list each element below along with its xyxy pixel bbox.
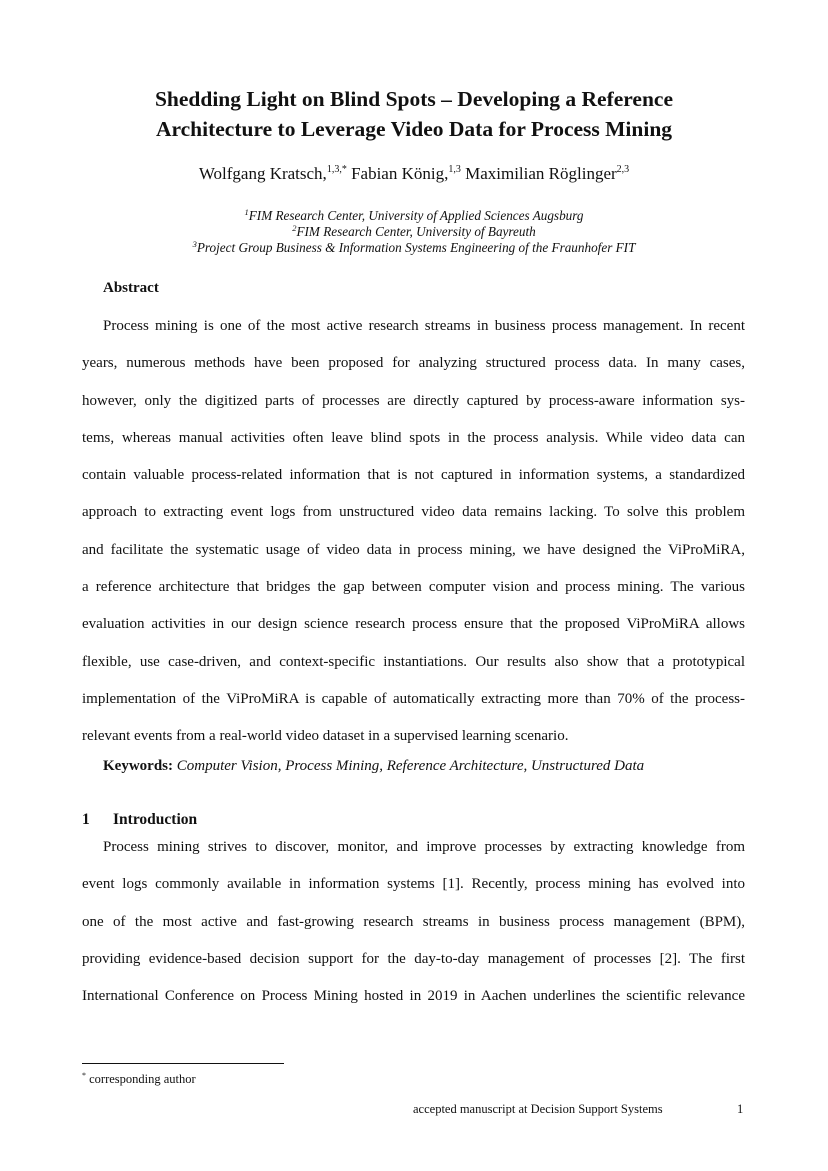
- introduction-line: International Conference on Process Mining hosted in 2019 in Aachen underlines the scientific relevance: [82, 988, 745, 1005]
- introduction-body: [82, 829, 745, 1015]
- affiliation: [0, 240, 828, 256]
- section-title: Introduction: [113, 811, 198, 828]
- introduction-line: event logs commonly available in information systems [1]. Recently, process mining has evolved into: [82, 876, 745, 893]
- author-name: Wolfgang Kratsch,: [198, 164, 327, 183]
- footnote-marker: *: [82, 1071, 86, 1080]
- author-name: Fabian König,: [351, 164, 449, 183]
- affiliation: [0, 224, 828, 240]
- author-list: [0, 163, 828, 185]
- affiliation-text: FIM Research Center, University of Applied Sciences Augsburg: [248, 208, 584, 223]
- affiliation-number: 1: [244, 207, 249, 217]
- page-footer: accepted manuscript at Decision Support Systems: [413, 1102, 663, 1116]
- abstract-line: implementation of the ViProMiRA is capable of automatically extracting more than 70% of the process-: [82, 690, 745, 707]
- keywords: [103, 756, 644, 776]
- introduction-line: Process mining strives to discover, monitor, and improve processes by extracting knowledge from: [103, 839, 745, 855]
- author-affiliation-marker: 1,3: [448, 164, 461, 175]
- affiliation-text: FIM Research Center, University of Bayreuth: [296, 224, 536, 239]
- abstract-line: tems, whereas manual activities often leave blind spots in the process analysis. While video data can: [82, 429, 745, 446]
- paper-title: [0, 84, 828, 144]
- abstract-line: flexible, use case-driven, and context-specific instantiations. Our results also show that a prototypical: [82, 653, 745, 670]
- affiliation-number: 3: [192, 239, 197, 249]
- section-number: 1: [82, 811, 90, 828]
- introduction-line: providing evidence-based decision support for the day-to-day management of processes [2]. The first: [82, 950, 745, 967]
- abstract-line: relevant events from a real-world video dataset in a supervised learning scenario.: [82, 728, 569, 745]
- abstract-heading: Abstract: [103, 280, 159, 296]
- abstract-line: a reference architecture that bridges the gap between computer vision and process mining. The various: [82, 579, 745, 596]
- abstract-line: approach to extracting event logs from unstructured video data remains lacking. To solve this problem: [82, 504, 745, 521]
- footnote-divider: [82, 1063, 284, 1064]
- introduction-line: one of the most active and fast-growing research streams in business process management (BPM),: [82, 913, 745, 930]
- abstract-body: [82, 308, 745, 756]
- footnote-text: corresponding author: [89, 1072, 196, 1086]
- author-name: Maximilian Röglinger: [465, 164, 617, 183]
- keywords-list: Computer Vision, Process Mining, Reference Architecture, Unstructured Data: [176, 758, 645, 774]
- abstract-line: Process mining is one of the most active research streams in business process management. In recent: [103, 318, 745, 334]
- keywords-label: Keywords:: [103, 758, 173, 774]
- page-number: 1: [737, 1102, 744, 1116]
- title-line-1: Shedding Light on Blind Spots – Developing a Reference: [154, 87, 674, 111]
- abstract-line: and facilitate the systematic usage of video data in process mining, we have designed the ViProMiRA,: [82, 541, 745, 558]
- author-affiliation-marker: 1,3,*: [326, 164, 347, 175]
- abstract-line: contain valuable process-related information that is not captured in information systems, a standardized: [82, 467, 745, 484]
- abstract-line: however, only the digitized parts of processes are directly captured by process-aware information sys-: [82, 392, 745, 409]
- section-heading: [82, 810, 197, 830]
- affiliation-number: 2: [292, 223, 297, 233]
- author-affiliation-marker: 2,3: [616, 164, 630, 175]
- affiliation-list: [0, 208, 828, 256]
- footnote: [82, 1071, 196, 1087]
- abstract-line: years, numerous methods have been proposed for analyzing structured process data. In many cases,: [82, 355, 745, 372]
- title-line-2: Architecture to Leverage Video Data for Process Mining: [155, 117, 673, 141]
- affiliation-text: Project Group Business & Information Systems Engineering of the Fraunhofer FIT: [196, 240, 636, 255]
- affiliation: [0, 208, 828, 224]
- abstract-line: evaluation activities in our design science research process ensure that the proposed ViProMiRA allows: [82, 616, 745, 633]
